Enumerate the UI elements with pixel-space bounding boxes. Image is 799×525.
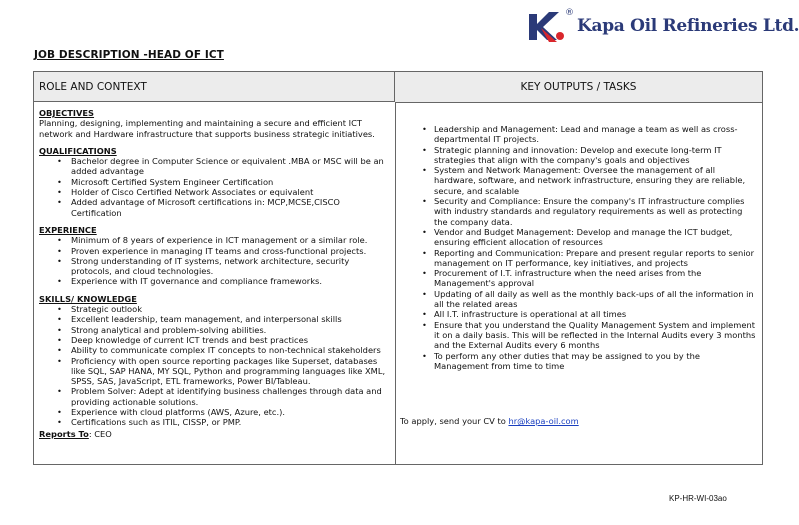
bullet-icon: • (422, 226, 427, 237)
list-item: • Reporting and Communication: Prepare and present regular reports to senior management on IT performance, key initiatives, and projects (422, 247, 755, 268)
list-item: • Certifications such as ITIL, CISSP, or PMP. (57, 417, 242, 428)
list-item: • Security and Compliance: Ensure the company's IT infrastructure complies with industry standards and regulatory requirements as well as protecting the company data. (422, 196, 745, 227)
skills-title: SKILLS/ KNOWLEDGE (39, 293, 137, 304)
key-outputs-column (400, 124, 757, 371)
list-item: • To perform any other duties that may be assigned to you by the Management from time to time (422, 350, 700, 371)
experience-list (39, 235, 391, 286)
bullet-icon: • (57, 304, 62, 315)
reports-to-label: Reports To (39, 428, 89, 439)
bullet-icon: • (422, 124, 427, 134)
bullet-icon: • (57, 386, 62, 397)
kapa-logo-icon (527, 10, 565, 44)
experience-title: EXPERIENCE (39, 224, 97, 235)
list-item: • All I.T. infrastructure is operational at all times (422, 309, 627, 320)
list-item: • Problem Solver: Adept at identifying business challenges through data and providing actionable solutions. (57, 386, 382, 407)
bullet-icon: • (57, 187, 62, 198)
bullet-icon: • (422, 165, 427, 176)
list-item: • Strong understanding of IT systems, network architecture, security protocols, and cloud technologies. (57, 255, 350, 277)
column-divider (395, 102, 396, 464)
bullet-icon: • (57, 235, 62, 246)
bullet-icon: • (57, 245, 62, 256)
bullet-icon: • (422, 319, 427, 330)
bullet-icon: • (422, 350, 427, 361)
company-name: Kapa Oil Refineries Ltd. (577, 16, 799, 36)
list-item: • Vendor and Budget Management: Develop and manage the ICT budget, ensuring efficient allocation of resources (422, 226, 733, 248)
document-title: JOB DESCRIPTION -HEAD OF ICT (34, 49, 224, 61)
qualifications-list (39, 156, 391, 218)
bullet-icon: • (57, 417, 62, 428)
bullet-icon: • (57, 407, 62, 418)
apply-text: To apply, send your CV to (400, 416, 509, 426)
bullet-icon: • (57, 355, 62, 366)
list-item: • Deep knowledge of current ICT trends and best practices (57, 334, 309, 345)
bullet-icon: • (57, 156, 62, 167)
registered-mark: ® (565, 8, 574, 18)
reports-to (39, 429, 391, 439)
list-item: • System and Network Management: Oversee the management of all hardware, software, and network infrastructure, ensuring they are reliable, secure, and scalable (422, 165, 746, 196)
list-item: • Proficiency with open source reporting packages like Superset, databases like SQL, SAP HANA, MY SQL, Python and programming languages like XML, SPSS, SAS, JavaScript, ETL frameworks, Power BI/Tableau. (57, 355, 386, 387)
bullet-icon: • (422, 247, 427, 258)
list-item: • Holder of Cisco Certified Network Associates or equivalent (57, 187, 314, 198)
document-code: KP-HR-WI-03ao (669, 494, 727, 503)
list-item: • Excellent leadership, team management, and interpersonal skills (57, 314, 342, 325)
apply-instructions (400, 416, 579, 426)
bullet-icon: • (57, 255, 62, 266)
apply-email-link[interactable]: hr@kapa-oil.com (508, 416, 579, 426)
role-context-header: ROLE AND CONTEXT (34, 72, 395, 102)
bullet-icon: • (57, 334, 62, 345)
bullet-icon: • (422, 309, 427, 320)
bullet-icon: • (57, 197, 62, 208)
key-outputs-header: KEY OUTPUTS / TASKS (395, 72, 762, 103)
qualifications-title: QUALIFICATIONS (39, 145, 117, 156)
list-item: • Strategic outlook (57, 304, 142, 315)
list-item: • Proven experience in managing IT teams and cross-functional projects. (57, 245, 367, 256)
bullet-icon: • (57, 324, 62, 335)
list-item: • Microsoft Certified System Engineer Certification (57, 176, 274, 187)
list-item: • Experience with cloud platforms (AWS, Azure, etc.). (57, 407, 285, 418)
list-item: • Leadership and Management: Lead and manage a team as well as cross-departmental IT projects. (422, 124, 738, 145)
job-description-table (33, 71, 763, 465)
objectives-text: Planning, designing, implementing and maintaining a secure and efficient ICT network and Hardware infrastructure that supports business strategic initiatives. (39, 118, 375, 139)
bullet-icon: • (57, 314, 62, 325)
company-logo (527, 8, 799, 48)
list-item: • Minimum of 8 years of experience in ICT management or a similar role. (57, 235, 368, 246)
objectives-title: OBJECTIVES (39, 108, 95, 118)
bullet-icon: • (422, 268, 427, 279)
bullet-icon: • (57, 345, 62, 356)
list-item: • Strategic planning and innovation: Develop and execute long-term IT strategies that align with the company's goals and objectives (422, 144, 722, 165)
list-item: • Ensure that you understand the Quality Management System and implement it on a daily basis. This will be reflected in the Internal Audits every 3 months and the External Audits every 6 months (422, 319, 756, 351)
key-outputs-list (400, 124, 757, 371)
list-item: • Added advantage of Microsoft certifications in: MCP,MCSE,CISCO Certification (57, 197, 340, 218)
list-item: • Procurement of I.T. infrastructure when the need arises from the Management's approval (422, 268, 702, 289)
list-item: • Updating of all daily as well as the monthly back-ups of all the information in all the related areas (422, 288, 754, 310)
bullet-icon: • (422, 196, 427, 207)
bullet-icon: • (57, 276, 62, 287)
role-context-column (39, 108, 391, 439)
skills-list (39, 304, 391, 428)
reports-to-value: : CEO (88, 428, 112, 439)
list-item: • Ability to communicate complex IT concepts to non-technical stakeholders (57, 345, 381, 356)
list-item: • Experience with IT governance and compliance frameworks. (57, 276, 322, 287)
bullet-icon: • (57, 176, 62, 187)
list-item: • Strong analytical and problem-solving abilities. (57, 324, 267, 335)
bullet-icon: • (422, 288, 427, 299)
list-item: • Bachelor degree in Computer Science or equivalent .MBA or MSC will be an added advantage (57, 156, 384, 177)
bullet-icon: • (422, 144, 427, 155)
